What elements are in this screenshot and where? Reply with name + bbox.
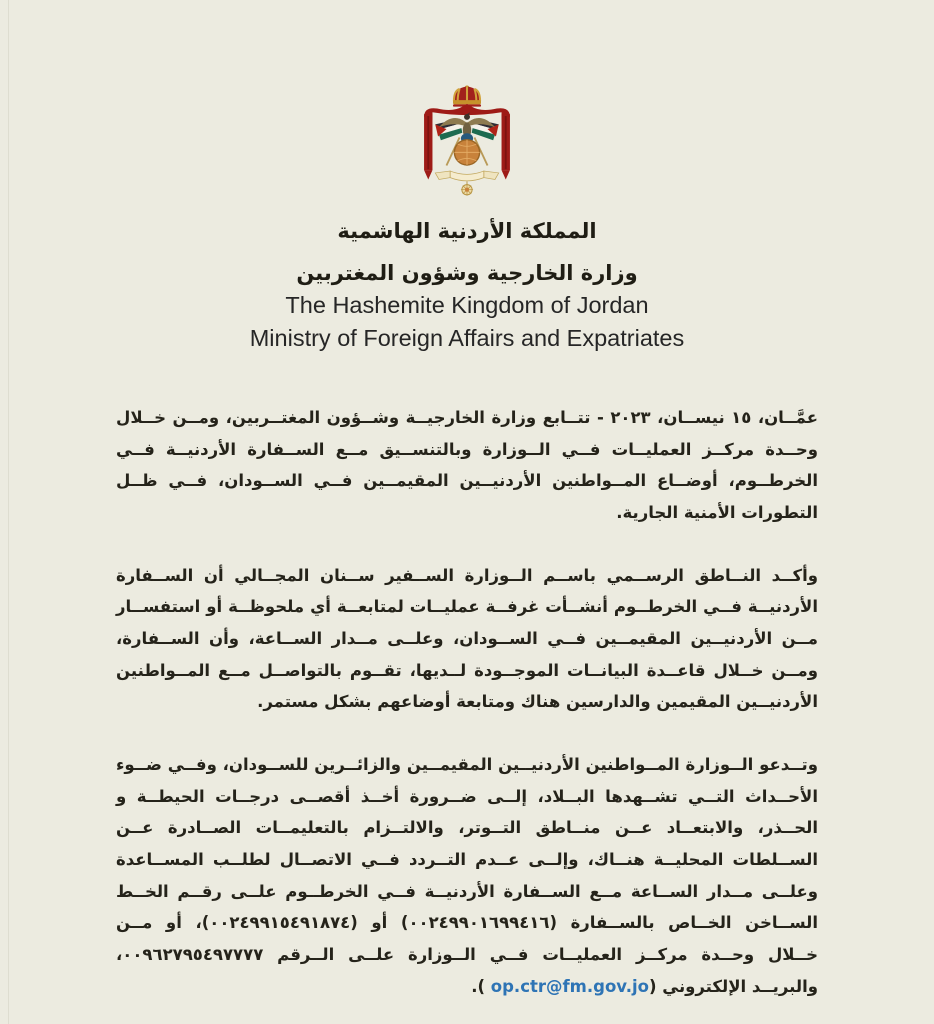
jordan-coat-of-arms <box>0 0 934 206</box>
ribbon-banner <box>435 171 498 181</box>
press-release-body <box>116 402 818 1002</box>
advisory-text-before-email: وتــدعو الــوزارة المــواطنين الأردنيــين المقيمــين والزائــرين للســودان، وفــي ضــوء الأحــداث التــي تشــهدها البــلاد، إلــى ضــرورة أخــذ أقصــى درجــات الحيطــة و الحــذر، والابتعــاد عــن منــاطق التــوتر، والالتــزام بالتعليمــات الصــادرة عــن الســلطات المحليــة هنــاك، وإلــى عــدم التــردد فــي الاتصــال لطلــب المســاعدة وعلــى مــدار الســاعة مــع الســفارة الأردنيــة فــي الخرطــوم علــى رقــم الخــط الســاخن الخــاص بالســفارة (٠٠٢٤٩٩٠١٦٩٩٤١٦) أو (٠٠٢٤٩٩١٥٤٩١٨٧٤)، أو مــن خــلال وحــدة مركــز العمليــات فــي الــوزارة علــى الــرقم ٠٠٩٦٢٧٩٥٤٩٧٧٧٧، والبريــد الإلكتروني ( <box>116 754 818 996</box>
kingdom-title-arabic: المملكة الأردنية الهاشمية <box>337 219 597 243</box>
email-link[interactable]: op.ctr@fm.gov.jo <box>490 976 649 996</box>
scan-edge-line <box>8 0 9 1024</box>
ministry-title-english: Ministry of Foreign Affairs and Expatriates <box>249 324 685 351</box>
paragraph-intro: عمَّــان، ١٥ نيســان، ٢٠٢٣ - تتــابع وزارة الخارجيــة وشــؤون المغتــربين، ومــن خــلال وحــدة مركــز العمليــات فــي الــوزارة وبالتنســيق مــع الســفارة الأردنيــة فــي الخرطــوم، أوضــاع المــواطنين الأردنيــين المقيمــين فــي الســودان، فــي ظــل التطورات الأمنية الجارية. <box>116 407 818 522</box>
crown-icon <box>453 85 481 106</box>
paragraph-advisory-contacts <box>116 749 818 1002</box>
paragraph-spokesperson-statement: وأكــد النــاطق الرســمي باســم الــوزارة الســفير ســنان المجــالي أن الســفارة الأردنيــة فــي الخرطــوم أنشــأت غرفــة عمليــات لمتابعــة أي ملحوظــة أو استفســار مــن الأردنيــين المقيمــين فــي الســودان، وعلــى مــدار الســاعة، وأن الســفارة، ومــن خــلال قاعــدة البيانــات الموجــودة لــديها، تقــوم بالتواصــل مــع المــواطنين الأردنيــين المقيمين والدارسين هناك ومتابعة أوضاعهم بشكل مستمر. <box>116 565 818 712</box>
advisory-text-after-email: ). <box>471 976 491 996</box>
coat-of-arms-graphic <box>411 82 523 206</box>
ministry-title-arabic: وزارة الخارجية وشؤون المغتربين <box>296 260 638 285</box>
kingdom-title-english: The Hashemite Kingdom of Jordan <box>285 292 649 319</box>
medallion-icon <box>461 181 473 195</box>
golden-globe <box>454 140 479 165</box>
